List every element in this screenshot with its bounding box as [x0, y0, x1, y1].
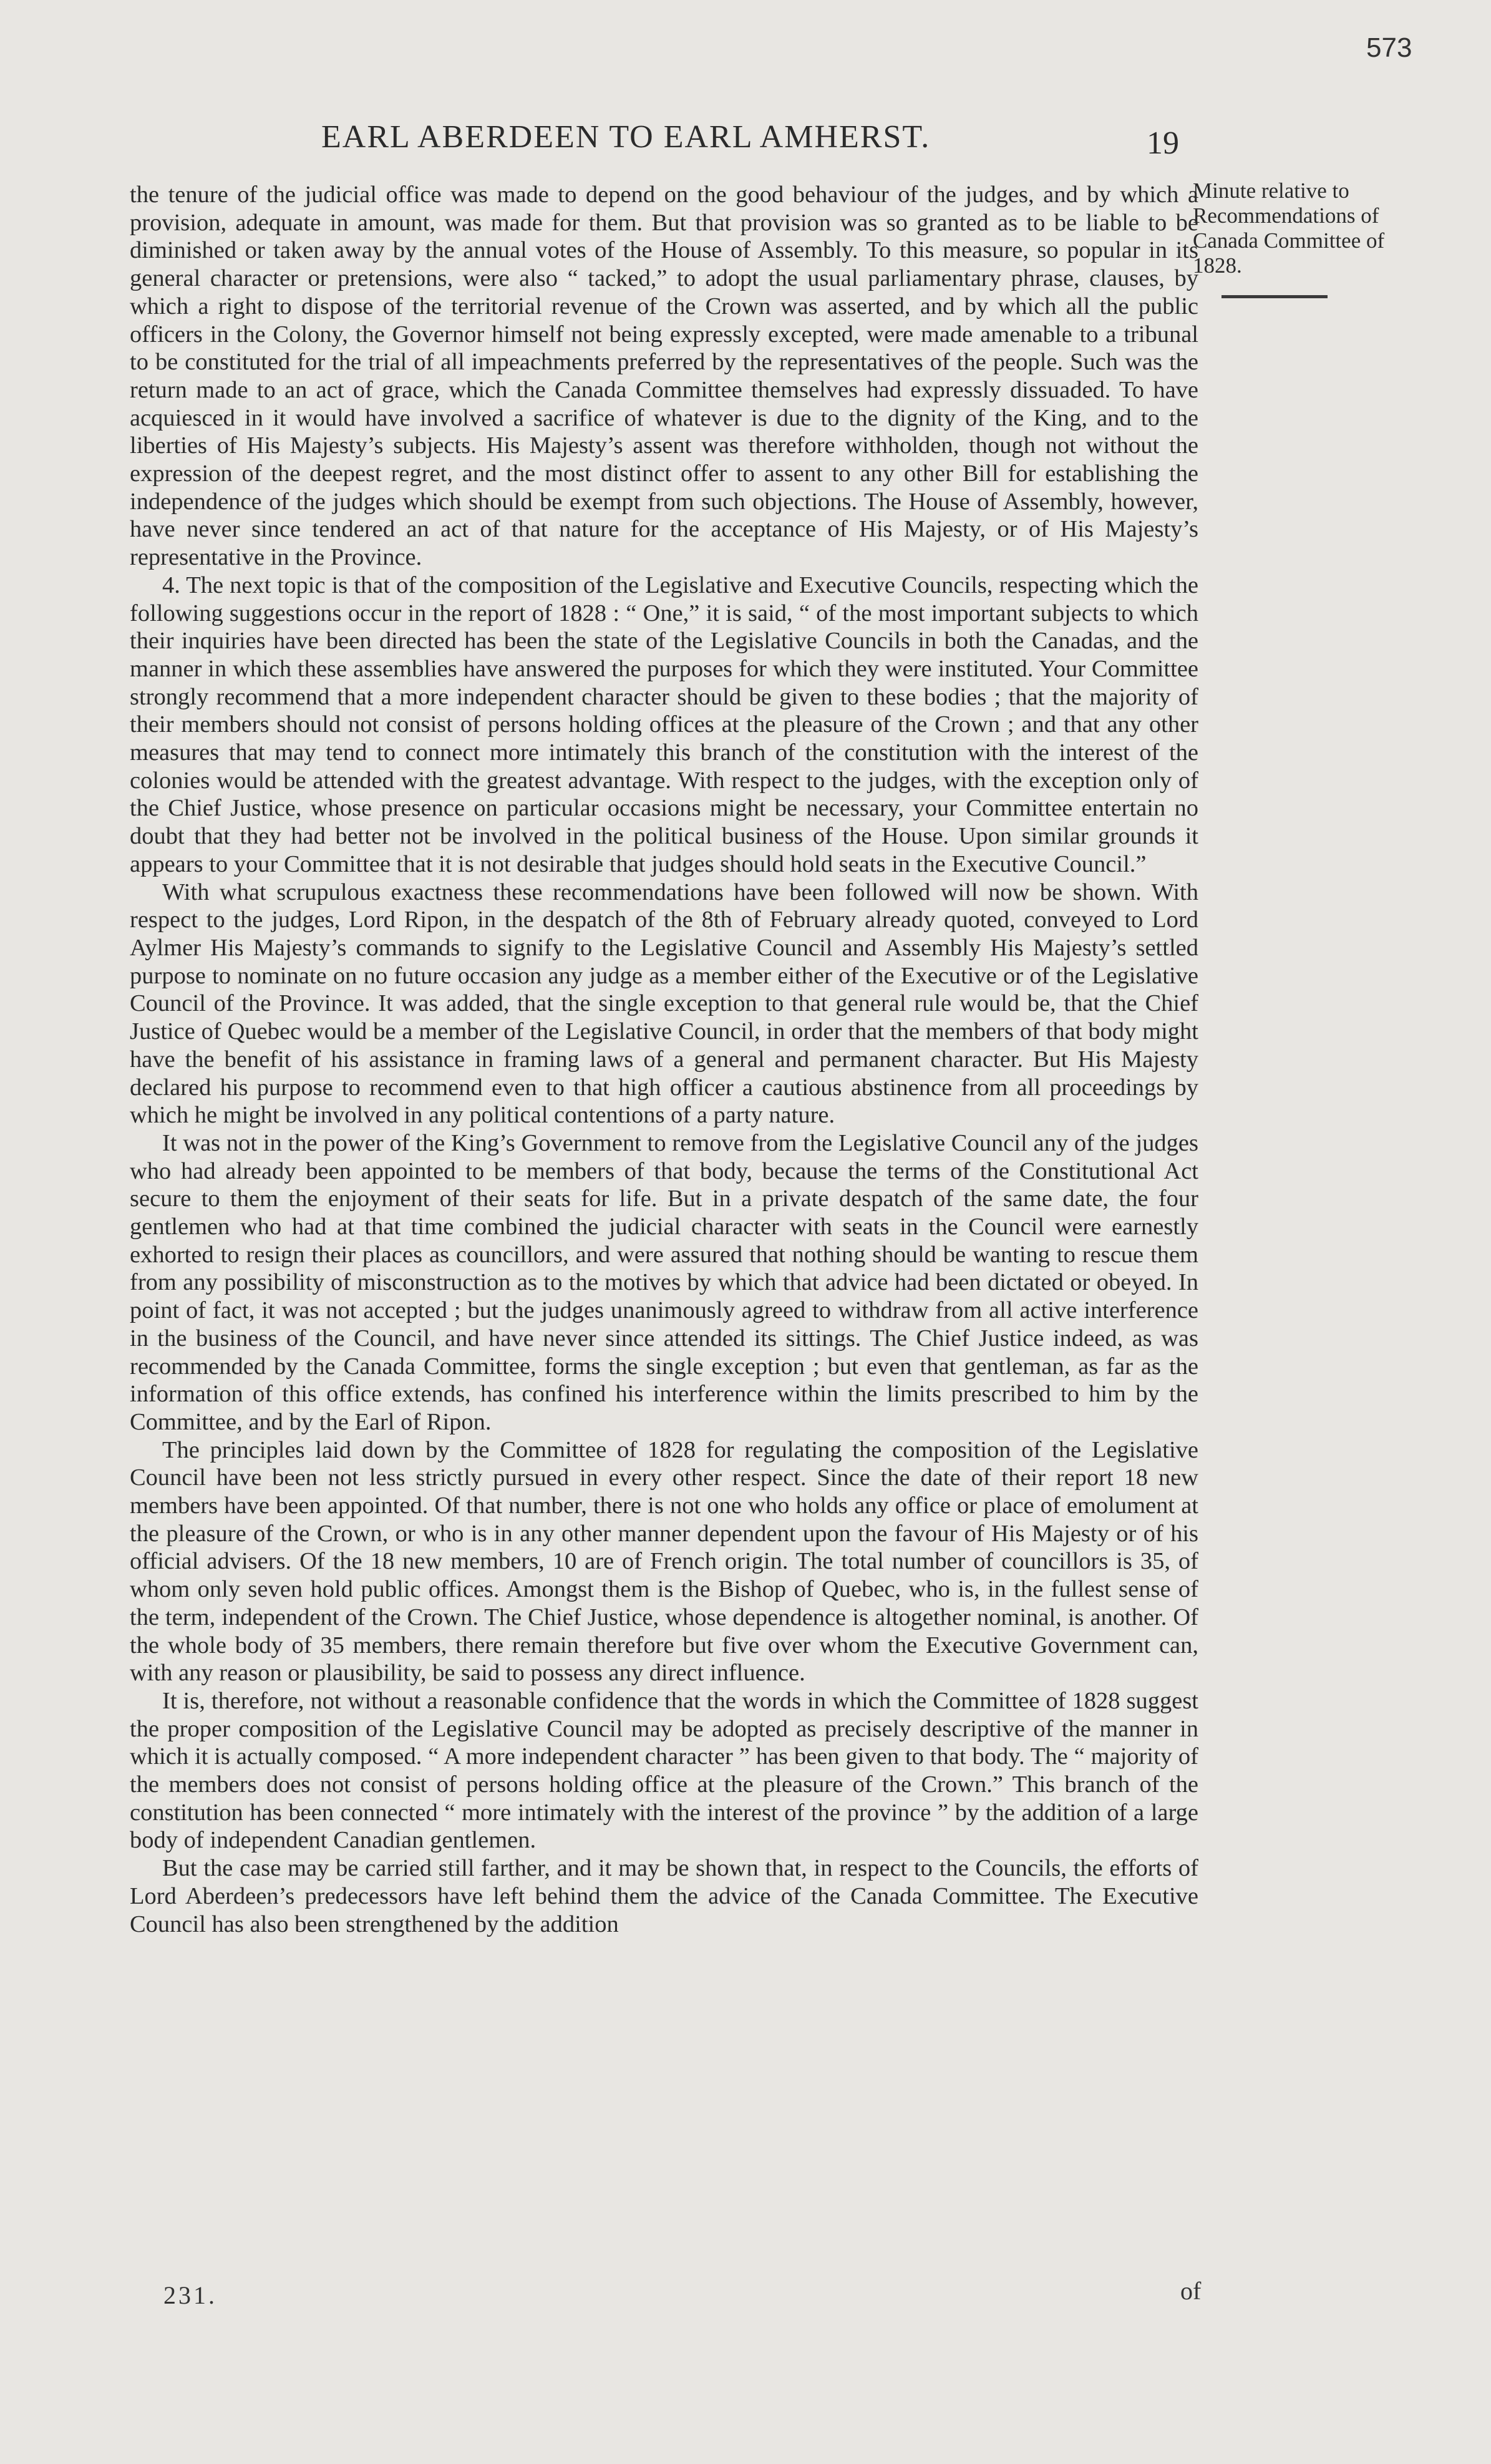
paragraph: The principles laid down by the Committee of 1828 for regulating the composition of the Legislative Council have been not less strictly pursued in every other respect. Since the date of their report 18 new members have been appointed. Of that number, there is not one who holds any office or place of emolument at the pleasure of the Crown, or who is in any other manner dependent upon the favour of His Majesty or of his official advisers. Of the 18 new members, 10 are of French origin. The total number of councillors is 35, of whom only seven hold public offices. Amongst them is the Bishop of Quebec, who is, in the fullest sense of the term, independent of the Crown. The Chief Justice, whose dependence is altogether nominal, is another. Of the whole body of 35 members, there remain therefore but five over whom the Executive Government can, with any reason or plausibility, be said to possess any direct influence.	[130, 1436, 1198, 1687]
catchword: of	[1180, 2277, 1202, 2305]
margin-rule	[1221, 295, 1328, 298]
paragraph: With what scrupulous exactness these recommendations have been followed will now be shown. With respect to the judges, Lord Ripon, in the despatch of the 8th of February already quoted, conveyed to Lord Aylmer His Majesty’s commands to signify to the Legislative Council and Assembly His Majesty’s settled purpose to nominate on no future occasion any judge as a member either of the Executive or of the Legislative Council of the Province. It was added, that the single exception to that general rule would be, that the Chief Justice of Quebec would be a member of the Legislative Council, in order that the members of that body might have the benefit of his assistance in framing laws of a general and permanent character. But His Majesty declared his purpose to recommend even to that high officer a cautious abstinence from all proceedings by which he might be involved in any political contentions of a party nature.	[130, 879, 1198, 1129]
paragraph: the tenure of the judicial office was made to depend on the good behaviour of the judges, and by which a provision, adequate in amount, was made for them. But that provision was so granted as to be liable to be diminished or taken away by the annual votes of the House of Assembly. To this measure, so popular in its general character or pretensions, were also “ tacked,” to adopt the usual parliamentary phrase, clauses, by which a right to dispose of the territorial revenue of the Crown was asserted, and by which all the public officers in the Colony, the Governor himself not being expressly excepted, were made amenable to a tribunal to be constituted for the trial of all impeachments preferred by the representatives of the people. Such was the return made to an act of grace, which the Canada Committee themselves had expressly dissuaded. To have acquiesced in it would have involved a sacrifice of whatever is due to the dignity of the King, and to the liberties of His Majesty’s subjects. His Majesty’s assent was therefore withholden, though not without the expression of the deepest regret, and the most distinct offer to assent to any other Bill for establishing the independence of the judges which should be exempt from such objections. The House of Assembly, however, have never since tendered an act of that nature for the acceptance of His Majesty, or of His Majesty’s representative in the Province.	[130, 182, 1198, 571]
paragraph: 4. The next topic is that of the composition of the Legislative and Executive Councils, respecting which the following suggestions occur in the report of 1828 : “ One,” it is said, “ of the most important subjects to which their inquiries have been directed has been the state of the Legislative Councils in both the Canadas, and the manner in which these assemblies have answered the purposes for which they were instituted. Your Committee strongly recommend that a more independent character should be given to these bodies ; that the majority of their members should not consist of persons holding offices at the pleasure of the Crown ; and that any other measures that may tend to connect more intimately this branch of the constitution with the interest of the colonies would be attended with the greatest advantage. With respect to the judges, with the exception only of the Chief Justice, whose presence on particular occasions might be necessary, your Committee entertain no doubt that they had better not be involved in the political business of the House. Upon similar grounds it appears to your Committee that it is not desirable that judges should hold seats in the Executive Council.”	[130, 572, 1198, 877]
paragraph: It is, therefore, not without a reasonable confidence that the words in which the Committee of 1828 suggest the proper composition of the Legislative Council may be adopted as precisely descriptive of the manner in which it is actually composed. “ A more independent character ” has been given to that body. The “ majority of the members does not consist of persons holding office at the pleasure of the Crown.” This branch of the constitution has been connected “ more intimately with the interest of the province ” by the addition of a large body of independent Canadian gentlemen.	[130, 1687, 1198, 1854]
paragraph: But the case may be carried still farther, and it may be shown that, in respect to the Councils, the efforts of Lord Aberdeen’s predecessors have left behind them the advice of the Canada Committee. The Executive Council has also been strengthened by the addition	[130, 1855, 1198, 1937]
running-head: EARL ABERDEEN TO EARL AMHERST.	[321, 119, 931, 155]
signature-mark: 231.	[163, 2281, 217, 2309]
body-text	[130, 181, 1198, 1938]
margin-note: Minute relative to Recommendations of Canada Committee of 1828.	[1193, 178, 1385, 278]
paragraph: It was not in the power of the King’s Government to remove from the Legislative Council any of the judges who had already been appointed to be members of that body, because the terms of the Constitutional Act secure to them the enjoyment of their seats for life. But in a private despatch of the same date, the four gentlemen who had at that time combined the judicial character with seats in the Council were earnestly exhorted to resign their places as councillors, and were assured that nothing should be wanting to rescue them from any possibility of misconstruction as to the motives by which that advice had been dictated or obeyed. In point of fact, it was not accepted ; but the judges unanimously agreed to withdraw from all active interference in the business of the Council, and have never since attended its sittings. The Chief Justice indeed, as was recommended by the Canada Committee, forms the single exception ; but even that gentleman, as far as the information of this office extends, has confined his interference within the limits prescribed to him by the Committee, and by the Earl of Ripon.	[130, 1129, 1198, 1435]
page-number: 573	[1366, 32, 1412, 63]
folio-number: 19	[1147, 125, 1179, 161]
